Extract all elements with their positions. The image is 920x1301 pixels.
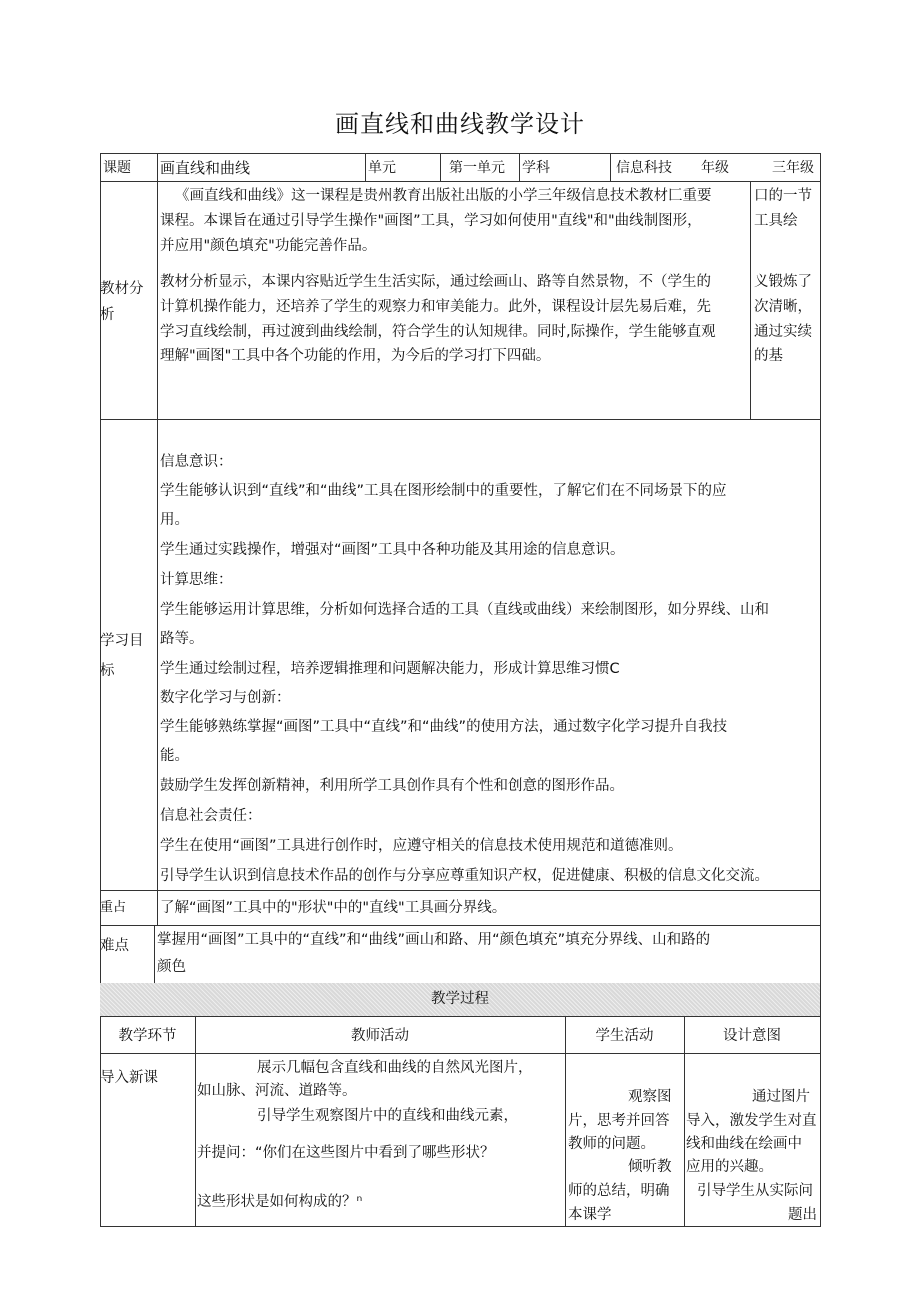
process-heading: 教学过程 xyxy=(431,991,489,1007)
table-border-top xyxy=(100,153,820,154)
design-intent-line: 导入，激发学生对直 xyxy=(686,1113,817,1129)
objective-line: 学生通过绘制过程，培养逻辑推理和问题解决能力，形成计算思维习惯C xyxy=(160,661,620,677)
materials-text-line: 理解"画图"工具中各个功能的作用，为今后的学习打下四础。 xyxy=(160,348,551,364)
materials-text-line: 并应用"颜色填充"功能完善作品。 xyxy=(160,238,377,254)
teacher-activity-line: 并提问：“你们在这些图片中看到了哪些形状？ xyxy=(197,1145,495,1161)
materials-side-line: 工具绘 xyxy=(754,213,798,229)
teacher-activity-line: 这些形状是如何构成的？ⁿ xyxy=(197,1194,363,1210)
row-divider-materials xyxy=(100,419,820,420)
keypoint-label: 重占 xyxy=(100,900,127,915)
materials-text-line: 计算机操作能力，还培养了学生的观察力和审美能力。此外，课程设计层先易后难，先 xyxy=(160,299,711,315)
header-divider-unit xyxy=(365,153,366,181)
objective-line: 学生能够熟练掌握“画图”工具中“直线”和“曲线”的使用方法，通过数字化学习提升自我技 xyxy=(160,719,728,735)
difficulty-label: 难点 xyxy=(100,938,129,954)
student-activity-line: 倾听教 xyxy=(628,1159,672,1175)
header-divider-subject xyxy=(519,153,520,181)
student-activity-line: 片，思考并回答 xyxy=(568,1113,670,1129)
header-divider-unitval xyxy=(440,153,441,181)
objectives-label-line1: 学习目 xyxy=(100,633,144,649)
materials-text-line: 课程。本课旨在通过引导学生操作"画图”工具，学习如何使用"直线"和"曲线制图形， xyxy=(160,213,702,229)
difficulty-column-divider xyxy=(154,925,155,983)
objective-line: 用。 xyxy=(160,512,189,528)
lesson-label: 课题 xyxy=(103,160,131,176)
objective-line: 路等。 xyxy=(160,631,204,647)
student-activity-line: 本课学 xyxy=(568,1207,612,1223)
objective-line: 学生能够认识到“直线”和“曲线”工具在图形绘制中的重要性，了解它们在不同场景下的应 xyxy=(160,483,727,499)
materials-side-line: 义锻炼了 xyxy=(754,274,812,290)
teacher-activity-line: 如山脉、河流、道路等。 xyxy=(197,1083,357,1099)
subject-value: 信息科技 xyxy=(616,160,672,176)
lesson-value: 画直线和曲线 xyxy=(160,159,251,177)
materials-text-line: 学习直线绘制，再过渡到曲线绘制，符合学生的认知规律。同时,际操作，学生能够直观 xyxy=(160,324,716,340)
design-intent-line: 引导学生从实际问 xyxy=(697,1183,813,1199)
objective-line: 学生在使用“画图”工具进行创作时，应遵守相关的信息技术使用规范和道德准则。 xyxy=(160,838,683,854)
materials-side-line: 次清晰， xyxy=(754,299,812,315)
objective-line: 能。 xyxy=(160,748,189,764)
keypoint-text: 了解“画图”工具中的"形状"中的"直线"工具画分界线。 xyxy=(160,900,507,916)
page-title: 画直线和曲线教学设计 xyxy=(335,110,585,138)
objective-line: 数字化学习与创新： xyxy=(160,690,291,706)
objective-line: 学生能够运用计算思维，分析如何选择合适的工具（直线或曲线）来绘制图形，如分界线、山和 xyxy=(160,602,769,618)
unit-label: 单元 xyxy=(368,160,396,176)
process-columns-bottom xyxy=(100,1053,820,1054)
column-header-student: 学生活动 xyxy=(595,1028,654,1044)
column-header-intent: 设计意图 xyxy=(723,1028,781,1044)
row-divider-keypoint xyxy=(100,925,820,926)
teacher-activity-line: 展示几幅包含直线和曲线的自然风光图片， xyxy=(257,1060,533,1076)
column-header-teacher: 教师活动 xyxy=(351,1028,409,1044)
objectives-label-line2: 标 xyxy=(100,663,115,679)
process-col-divider-2 xyxy=(565,1016,566,1226)
process-col-divider-3 xyxy=(684,1016,685,1226)
row-divider-header xyxy=(100,181,820,182)
difficulty-line: 颜色 xyxy=(157,959,186,975)
materials-text-line: 教材分析显示，本课内容贴近学生生活实际，通过绘画山、路等自然景物，不（学生的 xyxy=(160,274,711,290)
materials-side-line: 口的一节 xyxy=(754,188,812,204)
label-column-divider xyxy=(157,153,158,925)
objective-line: 计算思维： xyxy=(160,572,233,588)
difficulty-line: 掌握用“画图”工具中的“直线”和“曲线”画山和路、用“颜色填充”填充分界线、山和路的 xyxy=(157,932,711,948)
objective-line: 信息社会责任： xyxy=(160,808,262,824)
design-intent-line: 题出 xyxy=(788,1207,817,1223)
unit-value: 第一单元 xyxy=(449,160,505,176)
design-intent-line: 线和曲线在绘画中 xyxy=(686,1136,802,1152)
objective-line: 学生通过实践操作，增强对“画图”工具中各种功能及其用途的信息意识。 xyxy=(160,542,625,558)
materials-text-line: 《画直线和曲线》这一课程是贵州教育出版社出版的小学三年级信息技术教材匚重要 xyxy=(175,188,712,204)
materials-label-line2: 析 xyxy=(100,307,115,323)
design-intent-line: 应用的兴趣。 xyxy=(686,1159,773,1175)
process-col-divider-1 xyxy=(195,1016,196,1226)
subject-label: 学科 xyxy=(522,160,550,176)
objective-line: 引导学生认识到信息技术作品的创作与分享应尊重知识产权，促进健康、积极的信息文化交流。 xyxy=(160,868,769,884)
materials-label-line1: 教材分 xyxy=(100,281,144,297)
column-header-stage: 教学环节 xyxy=(118,1028,177,1044)
teacher-activity-line: 引导学生观察图片中的直线和曲线元素， xyxy=(257,1108,518,1124)
materials-side-divider xyxy=(750,181,751,419)
grade-label: 年级 xyxy=(701,160,729,176)
materials-side-line: 通过实续 xyxy=(754,324,812,340)
student-activity-line: 教师的问题。 xyxy=(568,1136,655,1152)
table-border-bottom xyxy=(100,1226,820,1227)
stage-label: 导入新课 xyxy=(100,1070,158,1086)
table-border-right xyxy=(820,153,821,1227)
student-activity-line: 观察图 xyxy=(628,1089,672,1105)
objective-line: 鼓励学生发挥创新精神，利用所学工具创作具有个性和创意的图形作品。 xyxy=(160,778,624,794)
design-intent-line: 通过图片 xyxy=(752,1089,810,1105)
row-divider-objectives xyxy=(100,890,820,891)
header-divider-subjectval xyxy=(610,153,611,181)
process-heading-bottom xyxy=(100,1016,820,1017)
student-activity-line: 师的总结，明确 xyxy=(568,1183,670,1199)
grade-value: 三年级 xyxy=(772,160,814,176)
materials-side-line: 的基 xyxy=(754,348,783,364)
objective-line: 信息意识： xyxy=(160,454,233,470)
